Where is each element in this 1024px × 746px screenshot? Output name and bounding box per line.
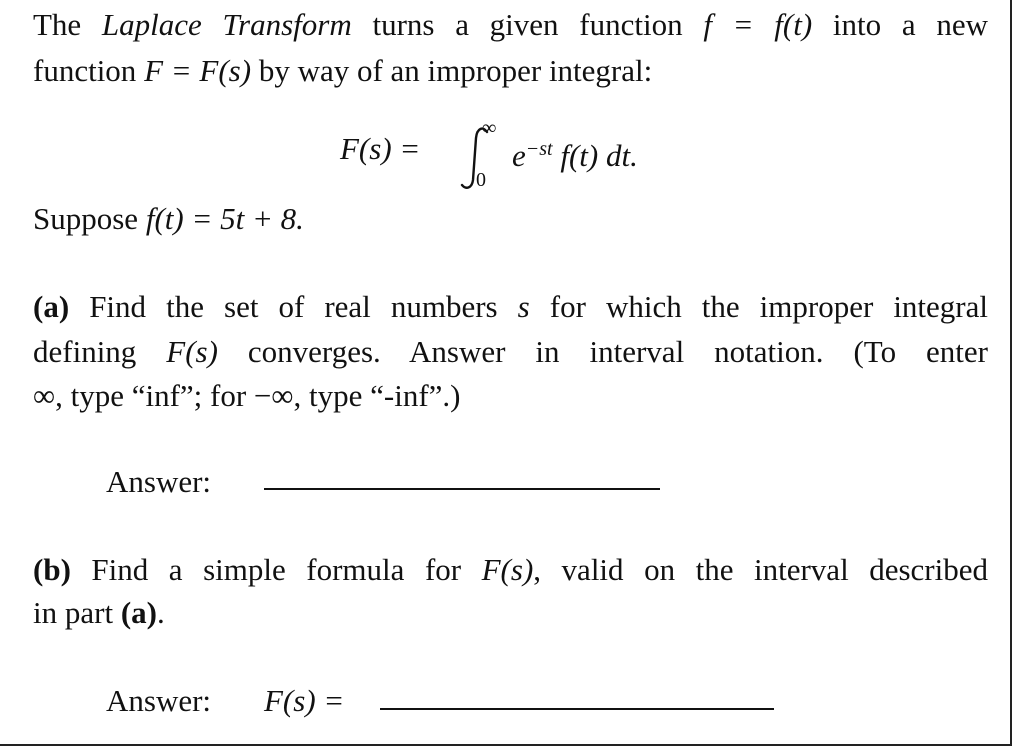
part-a-text-2b: converges. Answer in interval notation. (To enter [217, 334, 988, 369]
part-a-text-1: Find the set of real numbers [69, 289, 518, 324]
intro-text-2a: function [33, 53, 145, 88]
intro-function-f: f = f(t) [703, 7, 813, 42]
part-a-line-3 [33, 377, 461, 415]
part-a-text-1-rest: for which the improper integral [529, 289, 989, 324]
part-a-answer-field[interactable] [264, 488, 660, 490]
part-b-ref-a: (a) [120, 595, 157, 630]
intro-text-2b: by way of an improper integral: [251, 53, 653, 88]
part-b-text-1: Find a simple formula for [70, 552, 482, 587]
part-a-text-3: ∞, type “inf”; for −∞, type “-inf”.) [33, 378, 461, 413]
part-b-answer-lhs: F(s) = [264, 683, 345, 718]
part-a-line-1 [33, 288, 988, 326]
suppose-function: f(t) = 5t + 8. [145, 201, 304, 236]
part-b-function-F: F(s) [481, 552, 534, 587]
suppose-line [33, 200, 304, 238]
intro-line-2 [33, 52, 652, 90]
part-b-line-2 [33, 594, 165, 632]
part-a-text-2a: defining [33, 334, 167, 369]
intro-function-F: F = F(s) [144, 53, 252, 88]
part-a-function-F: F(s) [166, 334, 218, 369]
part-b-label: (b) [33, 552, 71, 587]
part-b-answer-label: Answer: [106, 683, 212, 718]
part-a-label: (a) [33, 289, 70, 324]
part-a-var-s: s [517, 289, 530, 324]
part-b-line-1 [33, 551, 988, 589]
part-b-text-2a: in part [33, 595, 121, 630]
part-a-answer-label: Answer: [106, 464, 212, 499]
part-b-answer-field[interactable] [380, 708, 774, 710]
integral-upper-limit: ∞ [482, 117, 497, 139]
integrand-base: e [512, 138, 526, 173]
equation-lhs: F(s) = [340, 131, 421, 166]
intro-line-1 [33, 6, 988, 44]
equation-integrand [512, 130, 638, 175]
intro-text-1c: into a new [812, 7, 988, 42]
integrand-exponent: −st [525, 138, 553, 160]
integral-lower-limit: 0 [476, 169, 486, 191]
part-b-text-1-rest: , valid on the interval described [533, 552, 988, 587]
suppose-prefix: Suppose [33, 201, 146, 236]
laplace-transform-term: Laplace Transform [101, 7, 352, 42]
intro-text-1a: The [33, 7, 102, 42]
part-b-text-2-end: . [156, 595, 165, 630]
integrand-rest: f(t) dt. [560, 138, 638, 173]
intro-text-1b: turns a given function [351, 7, 704, 42]
part-a-line-2 [33, 333, 988, 371]
